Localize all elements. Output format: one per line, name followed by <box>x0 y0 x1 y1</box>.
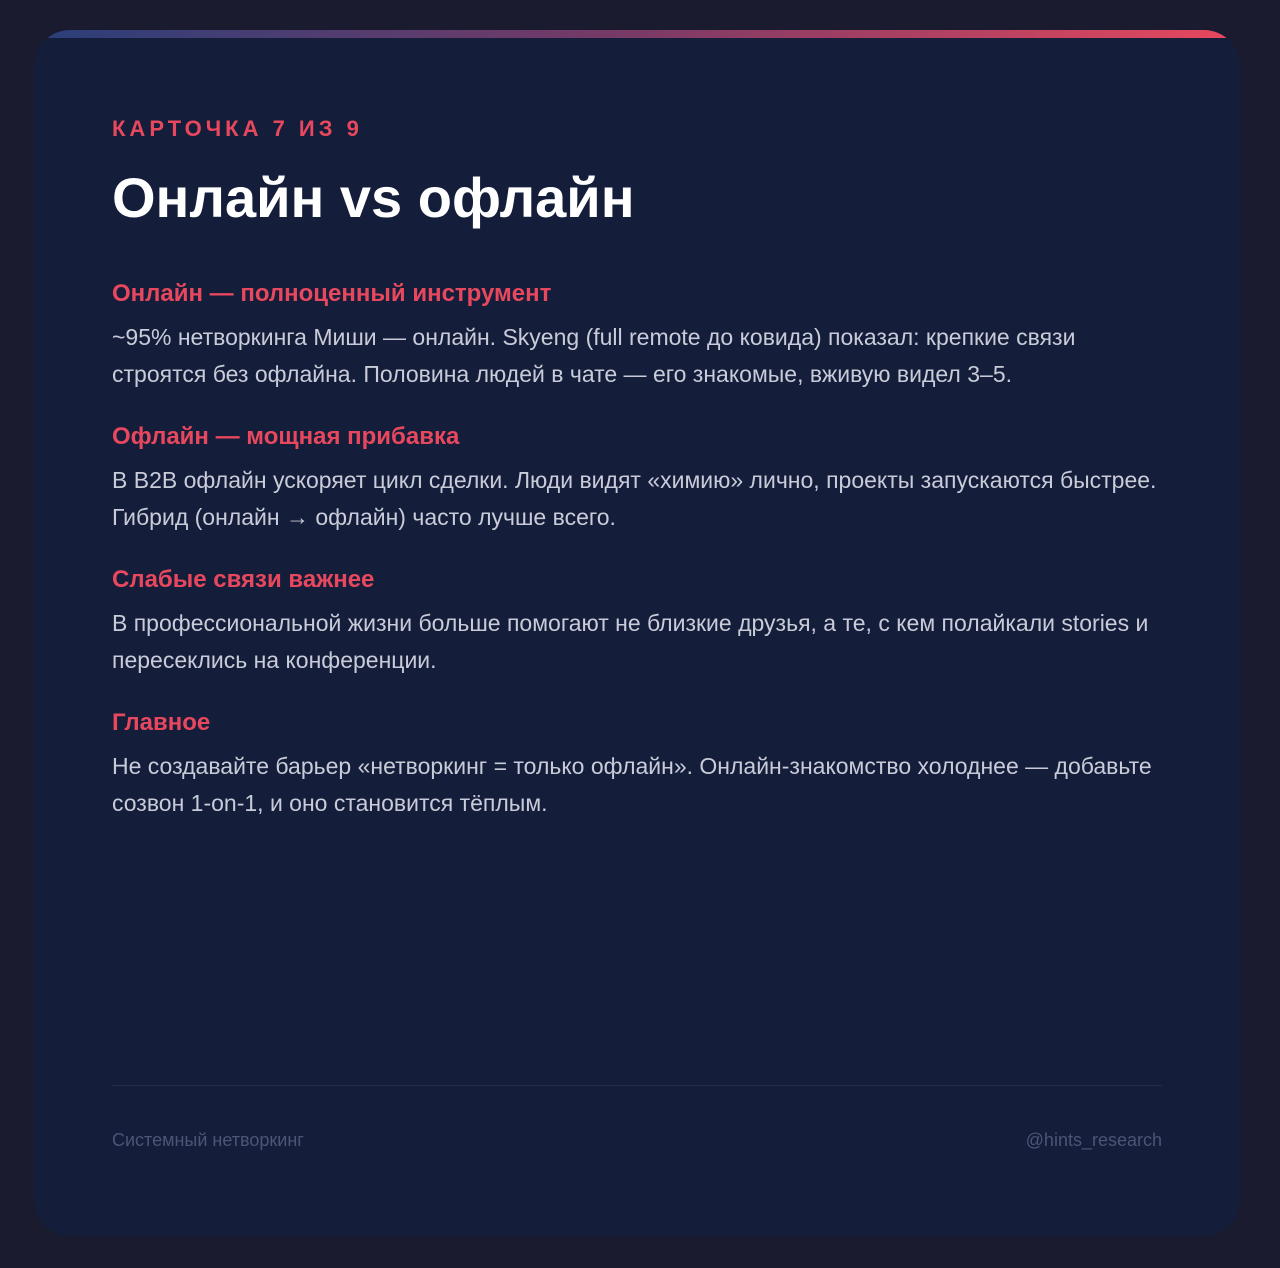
section-offline <box>112 422 1162 536</box>
section-body: Не создавайте барьер «нетворкинг = только офлайн». Онлайн-знакомство холоднее — добавьте созвон 1-on-1, и оно становится тёплым. <box>112 753 1152 816</box>
page-title: Онлайн vs офлайн <box>112 166 635 229</box>
section-body: В B2B офлайн ускоряет цикл сделки. Люди видят «химию» лично, проекты запускаются быстрее. Гибрид (онлайн → офлайн) часто лучше всего. <box>112 467 1157 530</box>
section-body: ~95% нетворкинга Миши — онлайн. Skyeng (full remote до ковида) показал: крепкие связи строятся без офлайна. Половина людей в чате — его знакомые, вживую видел 3–5. <box>112 324 1076 387</box>
section-main-point <box>112 708 1162 822</box>
card <box>34 30 1240 1236</box>
section-heading: Слабые связи важнее <box>112 566 375 593</box>
footer-series-name: Системный нетворкинг <box>112 1130 304 1150</box>
section-heading: Офлайн — мощная прибавка <box>112 423 460 450</box>
accent-gradient-line <box>34 30 1240 38</box>
footer-divider <box>112 1085 1162 1086</box>
section-heading: Главное <box>112 709 211 736</box>
section-online <box>112 279 1162 393</box>
footer-handle: @hints_research <box>1025 1130 1162 1150</box>
section-weak-ties <box>112 565 1162 679</box>
section-body: В профессиональной жизни больше помогают не близкие друзья, а те, с кем полайкали stories и пересеклись на конференции. <box>112 610 1149 673</box>
section-heading: Онлайн — полноценный инструмент <box>112 280 552 307</box>
card-counter: КАРТОЧКА 7 ИЗ 9 <box>112 116 363 141</box>
